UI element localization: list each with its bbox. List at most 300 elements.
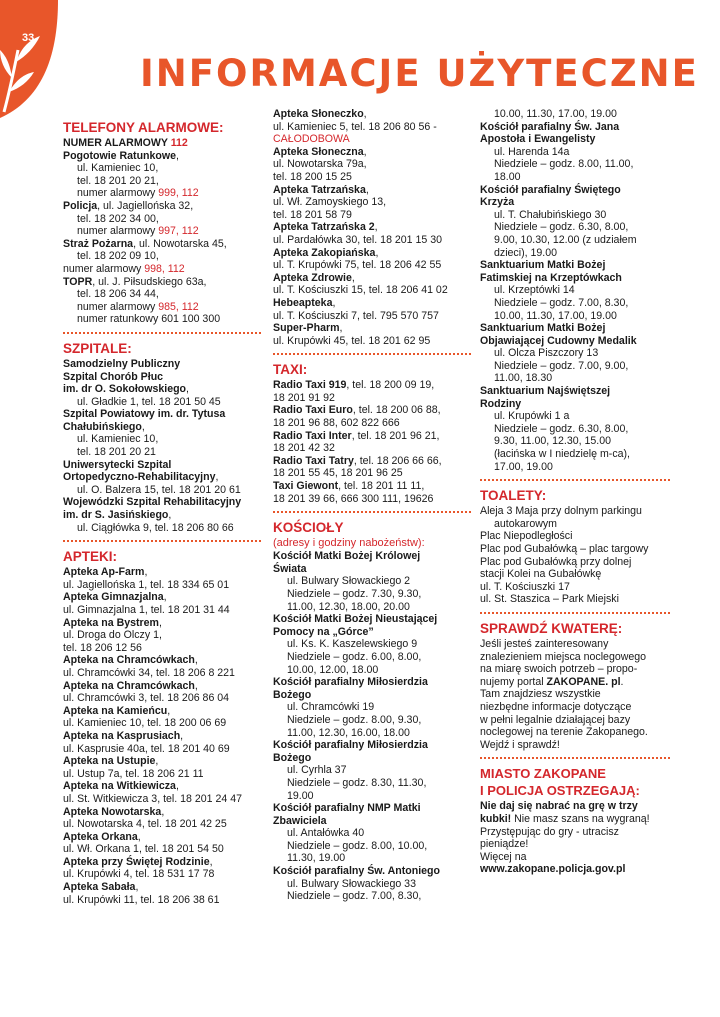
line-text: Apteka Tatrzańska 2 xyxy=(273,221,375,234)
info-line xyxy=(63,755,263,768)
line-text-tail: , xyxy=(351,271,355,284)
info-line xyxy=(480,146,670,159)
section-title-toilets: TOALETY: xyxy=(480,488,547,504)
info-line xyxy=(480,209,670,222)
line-text: kubki! xyxy=(480,812,512,825)
info-line xyxy=(273,827,469,840)
line-text-tail: , xyxy=(176,149,179,162)
divider xyxy=(273,353,471,355)
line-text: ul. Chramcówki 34, tel. 18 206 8 221 xyxy=(63,666,235,679)
info-line xyxy=(273,714,469,727)
line-text: Niedziele – godz. 7.00, 9.00, xyxy=(494,359,629,372)
line-text: 9.00, 10.30, 12.00 (z udziałem xyxy=(494,233,637,246)
info-line xyxy=(63,263,263,276)
line-text: ul. Pardałówka 30, tel. 18 201 15 30 xyxy=(273,233,443,246)
info-line xyxy=(273,890,469,903)
line-text: Sanktuarium Matki Bożej xyxy=(480,259,606,272)
line-text: ul. Krupówki 1 a xyxy=(494,410,570,423)
info-line xyxy=(63,471,263,484)
line-text: Świata xyxy=(273,562,307,575)
line-text: numer alarmowy xyxy=(63,262,145,275)
info-line xyxy=(480,259,670,272)
line-number: 997, 112 xyxy=(158,225,199,238)
line-text: Nie daj się nabrać na grę w trzy xyxy=(480,800,638,813)
info-line xyxy=(480,435,670,448)
line-number: 998, 112 xyxy=(144,262,185,275)
info-line xyxy=(63,881,263,894)
info-line xyxy=(273,171,469,184)
info-line xyxy=(273,247,469,260)
line-text: pieniądze! xyxy=(480,838,529,851)
line-text-tail: , xyxy=(137,830,141,843)
info-line xyxy=(480,133,670,146)
info-line xyxy=(273,676,469,689)
section-lines xyxy=(273,108,469,347)
line-text: Kościół parafialny Miłosierdzia xyxy=(273,739,428,752)
info-line xyxy=(273,550,469,563)
info-line xyxy=(63,717,263,730)
line-text: ul. Cyrhla 37 xyxy=(287,764,347,777)
line-text: Apteka Słoneczko xyxy=(273,108,364,120)
line-text: ul. Ustup 7a, tel. 18 206 21 11 xyxy=(63,767,204,780)
line-text: 10.00, 11.30, 17.00, 19.00 xyxy=(494,309,617,322)
info-line xyxy=(480,398,670,411)
line-text: Niedziele – godz. 7.30, 9.30, xyxy=(287,588,422,600)
line-text: Apteka Tatrzańska xyxy=(273,183,366,196)
line-text: Wejdź i sprawdź! xyxy=(480,738,560,751)
line-text: 18 201 42 32 xyxy=(273,442,335,455)
section-pharmacies xyxy=(63,549,263,906)
line-text: 19.00 xyxy=(287,789,314,802)
line-text-tail: , xyxy=(168,509,172,522)
line-text-tail: , tel. 18 200 06 88, xyxy=(352,404,441,417)
info-line xyxy=(480,335,670,348)
line-text: 18 201 96 88, 602 822 666 xyxy=(273,417,400,430)
info-line xyxy=(273,840,469,853)
line-text: Pomocy na „Górce” xyxy=(273,625,374,638)
leaf-ornament-icon xyxy=(0,0,58,118)
line-text: ul. Bulwary Słowackiego 33 xyxy=(287,877,416,890)
line-text: Straż Pożarna xyxy=(63,237,134,250)
line-text: tel. 18 206 12 56 xyxy=(63,641,142,654)
info-line xyxy=(480,184,670,197)
info-line xyxy=(273,852,469,865)
column-right xyxy=(480,108,670,878)
line-text: Kościół Matki Bożej Nieustającej xyxy=(273,613,438,626)
line-text: Plac pod Gubałówką przy dolnej xyxy=(480,555,632,568)
line-text-tail: , tel. 18 206 66 66, xyxy=(353,454,442,467)
info-line xyxy=(63,579,263,592)
divider xyxy=(273,511,471,513)
line-text-tail: , ul. J. Piłsudskiego 63a, xyxy=(92,275,207,288)
info-line xyxy=(480,297,670,310)
section-title-churches: KOŚCIOŁY xyxy=(273,520,344,536)
line-text: Zbawiciela xyxy=(273,814,327,827)
info-line xyxy=(63,654,263,667)
line-text: ul. Kamieniec 10, tel. 18 200 06 69 xyxy=(63,717,227,730)
line-text: ul. Kamieniec 10, xyxy=(77,433,159,446)
line-text-tail: , xyxy=(194,654,198,667)
line-text: numer alarmowy xyxy=(77,225,159,238)
info-line xyxy=(273,379,469,392)
line-text: NUMER ALARMOWY xyxy=(63,137,171,149)
info-line xyxy=(63,831,263,844)
info-line xyxy=(273,815,469,828)
line-text: ul. Wł. Orkana 1, tel. 18 201 54 50 xyxy=(63,843,224,856)
info-line xyxy=(273,133,469,146)
line-text: Apteka przy Świętej Rodzinie xyxy=(63,855,210,868)
info-line xyxy=(480,461,670,474)
line-text: ul. St. Staszica – Park Miejski xyxy=(480,593,619,606)
section-toilets xyxy=(480,488,670,606)
info-line xyxy=(63,250,263,263)
info-line xyxy=(273,234,469,247)
info-line xyxy=(273,221,469,234)
info-line xyxy=(480,543,670,556)
info-line xyxy=(480,826,670,839)
info-line xyxy=(63,617,263,630)
info-line xyxy=(63,793,263,806)
info-line xyxy=(480,581,670,594)
info-line xyxy=(273,689,469,702)
line-text: Niedziele – godz. 6.00, 8.00, xyxy=(287,650,422,663)
line-text: Apteka Orkana xyxy=(63,830,138,843)
line-text-tail: , xyxy=(161,805,165,818)
line-text: Apteka Zakopiańska xyxy=(273,246,376,259)
line-text: Apteka Gimnazjalna xyxy=(63,591,164,604)
section-title-pharmacies: APTEKI: xyxy=(63,549,117,565)
line-text: ul. Wł. Zamoyskiego 13, xyxy=(273,196,387,209)
line-text: Radio Taxi Tatry xyxy=(273,454,354,467)
line-text: Apteka Zdrowie xyxy=(273,271,352,284)
line-text: ul. Krzeptówki 14 xyxy=(494,284,575,297)
line-text: 11.00, 12.30, 16.00, 18.00 xyxy=(287,726,410,739)
line-text-tail: , xyxy=(180,729,184,742)
section-title-police-1: MIASTO ZAKOPANE xyxy=(480,766,606,782)
info-line xyxy=(273,701,469,714)
line-text: numer alarmowy xyxy=(77,300,159,313)
info-line xyxy=(63,313,263,326)
info-line xyxy=(63,396,263,409)
info-line xyxy=(63,730,263,743)
section-lines xyxy=(63,566,263,906)
info-line xyxy=(480,714,670,727)
info-line xyxy=(63,843,263,856)
section-pharmacies-cont xyxy=(273,108,469,347)
line-text: ul. Antałówka 40 xyxy=(287,827,365,840)
section-lines xyxy=(273,379,469,505)
line-text: Hebeapteka xyxy=(273,296,333,309)
info-line xyxy=(63,743,263,756)
line-text: Tam znajdziesz wszystkie xyxy=(480,688,601,701)
line-text: ul. Krupówki 11, tel. 18 206 38 61 xyxy=(63,893,220,906)
section-lines xyxy=(480,638,670,751)
info-line xyxy=(273,613,469,626)
line-text: Niedziele – godz. 8.30, 11.30, xyxy=(287,776,427,789)
info-line xyxy=(480,234,670,247)
info-line xyxy=(63,358,263,371)
section-lines xyxy=(480,108,670,473)
line-text: Kościół parafialny Św. Jana xyxy=(480,120,620,133)
info-line xyxy=(480,638,670,651)
line-text: ul. Krupówki 45, tel. 18 201 62 95 xyxy=(273,334,431,347)
info-line xyxy=(480,800,670,813)
info-line xyxy=(63,484,263,497)
info-line xyxy=(63,591,263,604)
line-text: Objawiającej Cudowny Medalik xyxy=(480,334,637,347)
line-text: ul. T. Kościuszki 15, tel. 18 206 41 02 xyxy=(273,284,448,297)
line-text: ul. Nowotarska 4, tel. 18 201 42 25 xyxy=(63,818,227,831)
info-line xyxy=(480,739,670,752)
line-text-tail: , xyxy=(175,780,179,793)
line-text: Niedziele – godz. 6.30, 8.00, xyxy=(494,221,629,234)
line-text-tail: , xyxy=(374,221,378,234)
page-title: INFORMACJE UŻYTECZNE xyxy=(140,52,699,95)
info-line xyxy=(63,187,263,200)
info-line xyxy=(63,680,263,693)
info-line xyxy=(273,310,469,323)
line-text: Niedziele – godz. 8.00, 9.30, xyxy=(287,713,422,726)
line-text: ul. Bulwary Słowackiego 2 xyxy=(287,575,411,588)
info-line xyxy=(480,247,670,260)
info-line xyxy=(273,322,469,335)
line-text: tel. 18 202 34 00, xyxy=(77,212,159,225)
line-text: Radio Taxi Inter xyxy=(273,429,352,442)
info-line xyxy=(480,518,670,531)
line-text: znalezieniem miejsca noclegowego xyxy=(480,650,647,663)
line-text: Apteka Nowotarska xyxy=(63,805,162,818)
info-line xyxy=(273,121,469,134)
info-line xyxy=(63,566,263,579)
info-line xyxy=(480,651,670,664)
info-line xyxy=(63,200,263,213)
section-churches-cont xyxy=(480,108,670,473)
section-churches xyxy=(273,520,469,903)
line-text: 10.00, 12.00, 18.00 xyxy=(287,663,379,676)
line-text: Bożego xyxy=(273,688,312,701)
line-text: ul. T. Krupówki 75, tel. 18 206 42 55 xyxy=(273,259,442,272)
line-text: ul. Jagiellońska 1, tel. 18 334 65 01 xyxy=(63,578,230,591)
info-line xyxy=(273,442,469,455)
line-text-tail: , xyxy=(186,383,189,396)
section-subtitle-churches: (adresy i godziny nabożeństw): xyxy=(273,537,425,550)
info-line xyxy=(273,146,469,159)
divider xyxy=(480,479,670,481)
line-text: ul. St. Witkiewicza 3, tel. 18 201 24 47 xyxy=(63,792,243,805)
line-text: Krzyża xyxy=(480,196,515,209)
info-line xyxy=(273,638,469,651)
section-police xyxy=(480,766,670,876)
line-text: w pełni legalnie działającej bazy xyxy=(480,713,631,726)
divider xyxy=(63,332,261,334)
line-text: Aleja 3 Maja przy dolnym parkingu xyxy=(480,505,642,518)
info-line xyxy=(480,568,670,581)
line-text: Bożego xyxy=(273,751,312,764)
line-text: Apteka na Kasprusiach xyxy=(63,729,181,742)
info-line xyxy=(273,404,469,417)
info-line xyxy=(273,455,469,468)
info-line xyxy=(63,629,263,642)
line-text: Kościół parafialny Świętego xyxy=(480,183,621,196)
info-line xyxy=(63,288,263,301)
line-text: ul. Chramcówki 19 xyxy=(287,701,375,714)
line-text: 11.00, 12.30, 18.00, 20.00 xyxy=(287,600,410,613)
line-text: Więcej na xyxy=(480,850,527,863)
line-text: Apteka Ap-Farm xyxy=(63,566,145,579)
section-title-taxi: TAXI: xyxy=(273,362,308,378)
line-highlight: ZAKOPANE. pl xyxy=(546,675,621,688)
info-line xyxy=(63,705,263,718)
line-text-tail: , xyxy=(209,855,213,868)
line-text: ul. Chramcówki 3, tel. 18 206 86 04 xyxy=(63,692,230,705)
line-text: 9.30, 11.00, 12.30, 15.00 xyxy=(494,435,612,448)
line-text: Apteka na Witkiewicza xyxy=(63,780,176,793)
line-text: noclegowej na terenie Zakopanego. xyxy=(480,726,648,739)
line-text-tail: , ul. Nowotarska 45, xyxy=(133,237,227,250)
info-line xyxy=(273,108,469,121)
line-text: Niedziele – godz. 8.00, 11.00, xyxy=(494,158,634,171)
info-line xyxy=(480,221,670,234)
line-text: tel. 18 201 58 79 xyxy=(273,208,352,221)
line-text: 17.00, 19.00 xyxy=(494,460,553,473)
info-line xyxy=(273,196,469,209)
line-text-tail: , xyxy=(163,591,167,604)
line-text: ul. T. Chałubińskiego 30 xyxy=(494,208,607,221)
info-line xyxy=(273,727,469,740)
info-line xyxy=(273,588,469,601)
info-line xyxy=(273,777,469,790)
line-text: numer alarmowy xyxy=(77,187,159,200)
info-line xyxy=(273,259,469,272)
line-text: ul. T. Kościuszki 7, tel. 795 570 757 xyxy=(273,309,439,322)
line-text: ul. T. Kościuszki 17 xyxy=(480,580,570,593)
page-number: 33 xyxy=(22,32,35,44)
line-text: stacji Kolei na Gubałówkę xyxy=(480,568,602,581)
line-text: tel. 18 201 20 21 xyxy=(77,446,156,459)
section-lines xyxy=(63,137,263,326)
info-line xyxy=(273,335,469,348)
info-line xyxy=(63,175,263,188)
line-text-tail: , xyxy=(167,704,171,717)
info-line xyxy=(63,894,263,907)
info-line xyxy=(273,297,469,310)
info-line xyxy=(480,196,670,209)
section-hospitals xyxy=(63,341,263,534)
line-text: niezbędne informacje dotyczące xyxy=(480,700,632,713)
info-line xyxy=(480,284,670,297)
line-text: tel. 18 202 09 10, xyxy=(77,250,159,263)
line-text: Apteka na Kamieńcu xyxy=(63,704,168,717)
section-lines xyxy=(63,358,263,534)
line-text: Apteka na Chramcówkach xyxy=(63,679,195,692)
line-text: Ortopedyczno-Rehabilitacyjny xyxy=(63,471,216,484)
line-text: Apteka na Ustupie xyxy=(63,755,156,768)
info-line xyxy=(480,556,670,569)
info-line xyxy=(63,509,263,522)
info-line xyxy=(273,209,469,222)
info-line xyxy=(63,522,263,535)
info-line xyxy=(273,430,469,443)
line-text: ul. Gimnazjalna 1, tel. 18 201 31 44 xyxy=(63,604,230,616)
info-line xyxy=(63,446,263,459)
line-text: ul. Kasprusie 40a, tel. 18 201 40 69 xyxy=(63,742,230,755)
info-line xyxy=(273,480,469,493)
info-line xyxy=(273,184,469,197)
info-line xyxy=(480,310,670,323)
info-line xyxy=(480,347,670,360)
line-text-tail: , tel. 18 200 09 19, xyxy=(346,379,435,392)
section-title-hospitals: SZPITALE: xyxy=(63,340,132,356)
line-text-tail: , xyxy=(141,420,145,433)
info-line xyxy=(273,575,469,588)
line-text: 18 201 55 45, 18 201 96 25 xyxy=(273,467,403,480)
info-line xyxy=(480,863,670,876)
line-text: ul. Nowotarska 79a, xyxy=(273,158,367,171)
line-text-tail: , ul. Jagiellońska 32, xyxy=(97,199,194,212)
line-text: Sanktuarium Najświętszej xyxy=(480,385,611,398)
info-line xyxy=(480,322,670,335)
line-text-tail: , xyxy=(215,471,219,484)
line-text: 18 201 39 66, 666 300 111, 19626 xyxy=(273,492,434,505)
line-text: Plac pod Gubałówką – plac targowy xyxy=(480,543,649,555)
line-text: im. dr S. Jasińskiego xyxy=(63,509,169,522)
info-line xyxy=(63,692,263,705)
info-line xyxy=(63,768,263,781)
line-text: Chałubińskiego xyxy=(63,420,142,433)
line-text: Policja xyxy=(63,199,98,212)
line-text: 18 201 91 92 xyxy=(273,391,335,404)
info-line xyxy=(63,137,263,150)
info-line xyxy=(480,838,670,851)
line-text: Super-Pharm xyxy=(273,322,340,335)
line-text: www.zakopane.policja.gov.pl xyxy=(480,863,626,876)
info-line xyxy=(63,371,263,384)
info-line xyxy=(273,601,469,614)
section-lines xyxy=(480,800,670,876)
info-line xyxy=(480,530,670,543)
line-text: ul. Ks. K. Kaszelewskiego 9 xyxy=(287,638,418,651)
info-line xyxy=(63,667,263,680)
info-line xyxy=(273,467,469,480)
info-line xyxy=(480,663,670,676)
info-line xyxy=(273,493,469,506)
line-text-tail: Nie masz szans na wygraną! xyxy=(511,812,650,825)
info-line xyxy=(63,421,263,434)
line-text: ul. Kamieniec 5, tel. 18 206 80 56 - xyxy=(273,120,437,133)
line-text: 11.30, 19.00 xyxy=(287,852,346,865)
section-lines xyxy=(273,550,469,903)
column-middle xyxy=(273,108,469,905)
line-text: ul. Harenda 14a xyxy=(494,145,570,158)
info-line xyxy=(273,417,469,430)
line-text-tail: , xyxy=(363,145,367,158)
info-line xyxy=(480,360,670,373)
info-line xyxy=(273,802,469,815)
line-text: Sanktuarium Matki Bożej xyxy=(480,322,606,335)
line-text: im. dr O. Sokołowskiego xyxy=(63,383,187,396)
info-line xyxy=(63,213,263,226)
info-line xyxy=(480,448,670,461)
line-text: Kościół parafialny Miłosierdzia xyxy=(273,676,428,689)
line-text: Niedziele – godz. 7.00, 8.30, xyxy=(287,890,422,903)
line-text: 11.00, 18.30 xyxy=(494,372,553,385)
line-text: dzieci), 19.00 xyxy=(494,246,558,259)
info-line xyxy=(63,459,263,472)
info-line xyxy=(273,272,469,285)
info-line xyxy=(273,739,469,752)
line-text-tail: , xyxy=(144,566,148,579)
line-number: 999, 112 xyxy=(158,187,199,200)
